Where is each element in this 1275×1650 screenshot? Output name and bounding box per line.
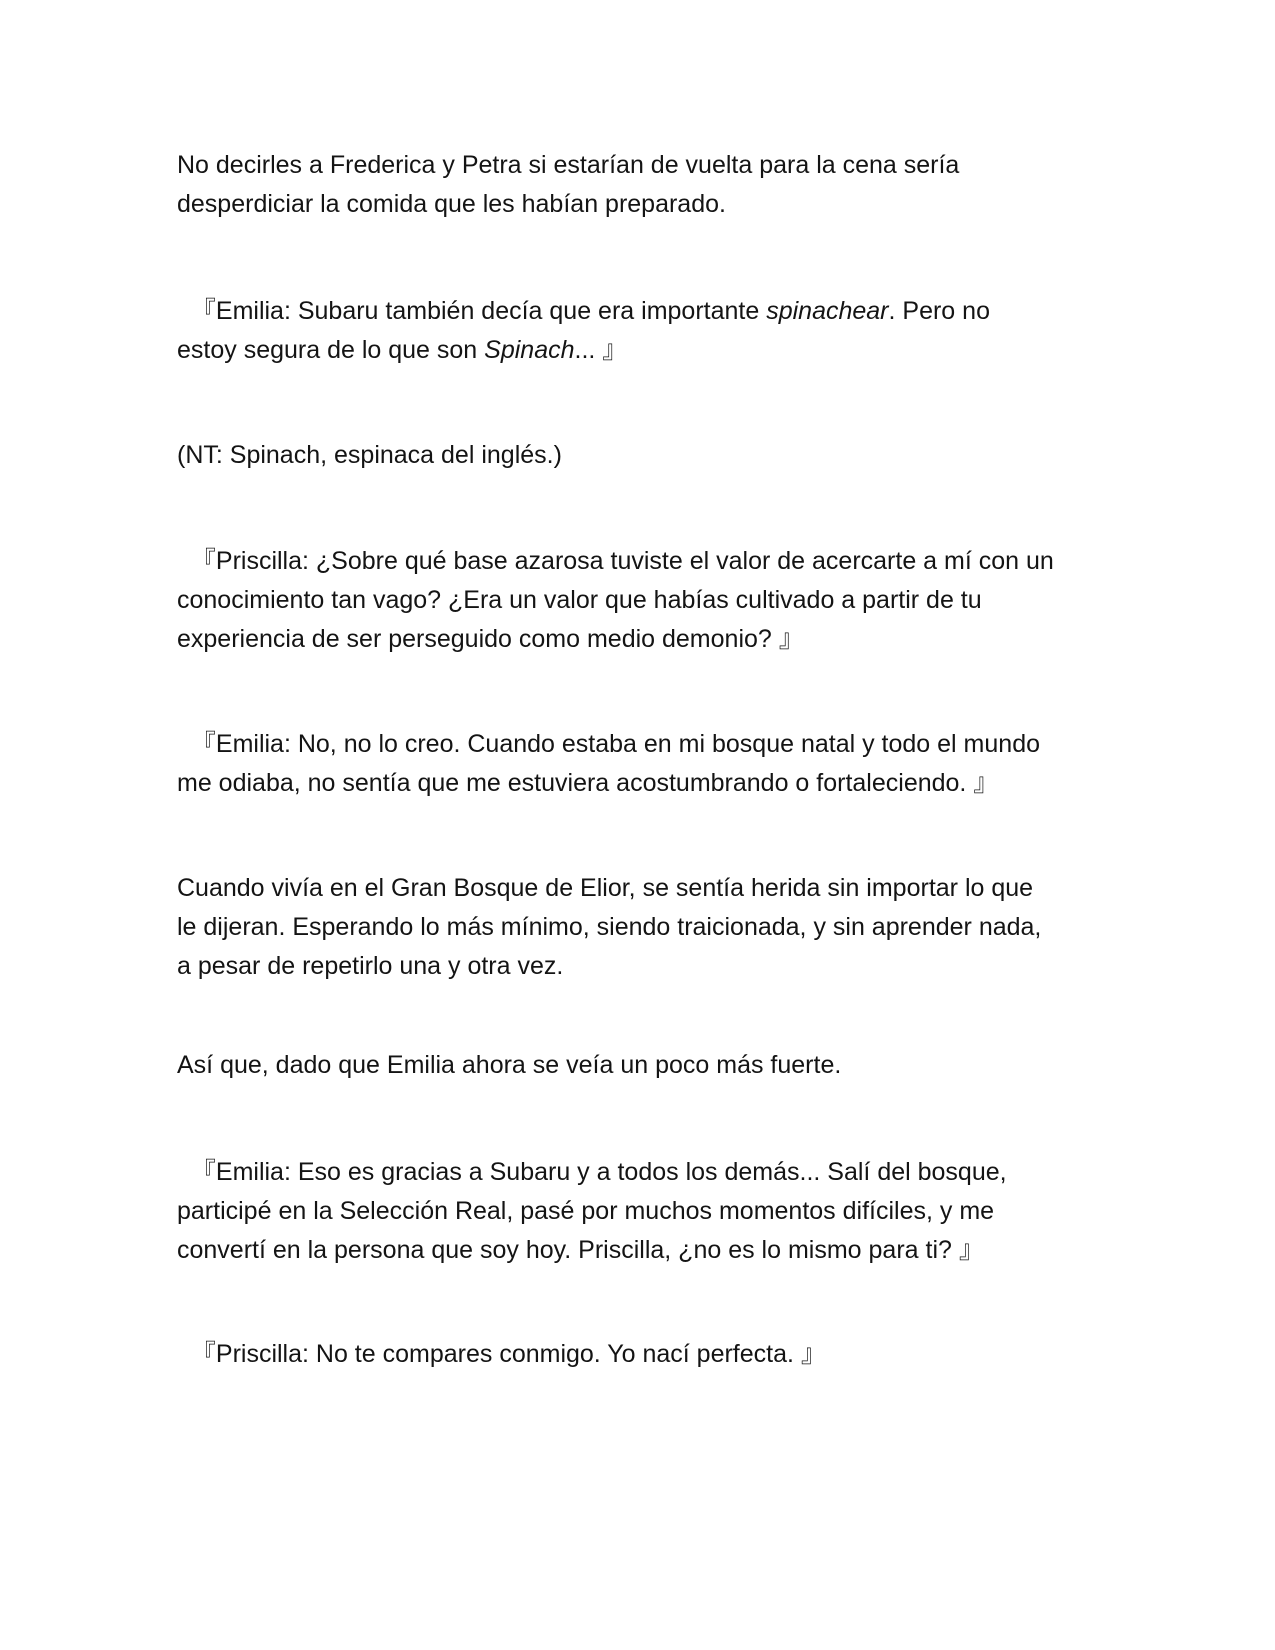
text-segment: estoy segura de lo que son: [177, 336, 485, 364]
italic-word: Spinach: [484, 336, 575, 364]
translator-note: [177, 436, 1107, 475]
text-line: me odiaba, no sentía que me estuviera acostumbrando o fortaleciendo. 』: [177, 769, 999, 797]
text-segment: . Pero no: [888, 297, 990, 325]
text-line: (NT: Spinach, espinaca del inglés.): [177, 441, 562, 469]
italic-word: spinachear: [766, 297, 889, 325]
text-segment: 『Emilia: Subaru también decía que era importante: [177, 297, 767, 325]
text-line: conocimiento tan vago? ¿Era un valor que habías cultivado a partir de tu: [177, 586, 982, 614]
text-line: No decirles a Frederica y Petra si estarían de vuelta para la cena sería: [177, 151, 960, 179]
narration-paragraph: [177, 146, 1107, 224]
text-line: 『Priscilla: No te compares conmigo. Yo nací perfecta. 』: [177, 1340, 826, 1368]
dialogue-paragraph-emilia: [177, 1153, 1107, 1270]
text-line: 『Emilia: No, no lo creo. Cuando estaba en mi bosque natal y todo el mundo: [177, 730, 1041, 758]
narration-paragraph: [177, 1046, 1107, 1085]
dialogue-paragraph-priscilla: [177, 1335, 1107, 1374]
dialogue-paragraph-priscilla: [177, 542, 1107, 659]
text-segment: ... 』: [574, 336, 628, 364]
dialogue-paragraph-emilia: [177, 725, 1107, 803]
text-line: 『Emilia: Eso es gracias a Subaru y a todos los demás... Salí del bosque,: [177, 1158, 1007, 1186]
text-line: 『Priscilla: ¿Sobre qué base azarosa tuviste el valor de acercarte a mí con un: [177, 547, 1054, 575]
text-line: le dijeran. Esperando lo más mínimo, siendo traicionada, y sin aprender nada,: [177, 913, 1042, 941]
text-line: experiencia de ser perseguido como medio demonio? 』: [177, 625, 804, 653]
narration-paragraph: [177, 869, 1107, 986]
text-line: Así que, dado que Emilia ahora se veía un poco más fuerte.: [177, 1051, 842, 1079]
text-line: [177, 331, 1107, 370]
text-line: a pesar de repetirlo una y otra vez.: [177, 952, 564, 980]
dialogue-paragraph-emilia: [177, 292, 1107, 370]
text-line: convertí en la persona que soy hoy. Priscilla, ¿no es lo mismo para ti? 』: [177, 1236, 984, 1264]
text-line: desperdiciar la comida que les habían preparado.: [177, 190, 726, 218]
text-line: [177, 292, 1107, 331]
text-line: participé en la Selección Real, pasé por muchos momentos difíciles, y me: [177, 1197, 995, 1225]
text-line: Cuando vivía en el Gran Bosque de Elior, se sentía herida sin importar lo que: [177, 874, 1034, 902]
